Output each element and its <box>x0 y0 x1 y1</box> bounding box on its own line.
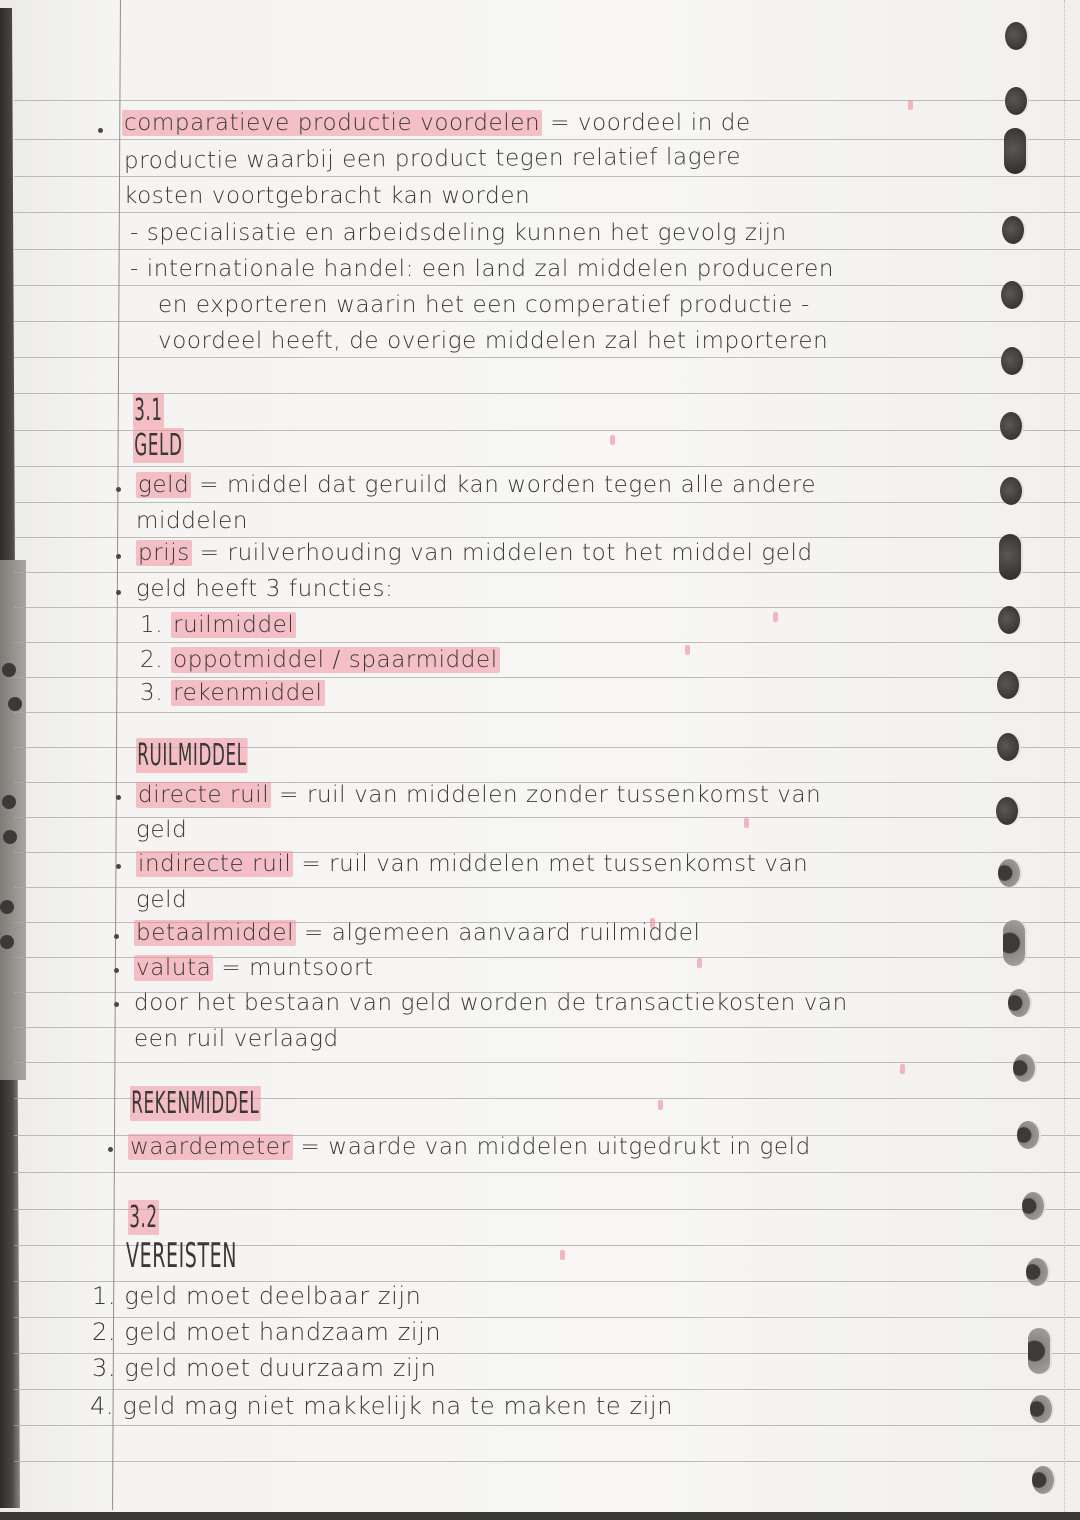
binder-hole <box>1004 128 1026 174</box>
binder-hole <box>1028 1328 1050 1374</box>
binder-ring-dot <box>3 830 17 844</box>
binder-hole <box>1032 1466 1054 1494</box>
bullet <box>114 1002 119 1007</box>
binder-ring-dot <box>2 663 16 677</box>
bullet <box>116 487 121 492</box>
definition-directe-ruil: directe ruil = ruil van middelen zonder tussenkomst van <box>138 782 822 808</box>
binder-hole <box>1026 1258 1048 1286</box>
intro-sub-item: en exporteren waarin het een comperatief productie - <box>158 292 810 318</box>
binder-hole <box>1001 281 1023 309</box>
highlighter-mark <box>610 435 615 445</box>
highlighter-mark <box>697 958 702 968</box>
requirement-item: 4. geld mag niet makkelijk na te maken te zijn <box>90 1392 674 1420</box>
highlighter-mark <box>560 1250 565 1260</box>
highlighter-mark <box>900 1064 905 1074</box>
highlighter-mark <box>658 1100 663 1110</box>
intro-sub-item: - internationale handel: een land zal middelen produceren <box>130 256 834 282</box>
binder-hole <box>997 671 1019 699</box>
bullet <box>114 934 119 939</box>
section-number: 3.2 <box>129 1200 158 1235</box>
requirement-item: 3. geld moet duurzaam zijn <box>92 1354 437 1382</box>
definition-indirecte-ruil: indirecte ruil = ruil van middelen met tussenkomst van <box>138 851 809 877</box>
bullet <box>116 554 121 559</box>
binder-hole <box>1000 477 1022 505</box>
requirement-item: 1. geld moet deelbaar zijn <box>92 1282 422 1310</box>
definition-continuation: middelen <box>136 508 249 534</box>
binder-hole <box>1000 412 1022 440</box>
section-title: VEREISTEN <box>126 1236 238 1276</box>
binder-hole <box>998 606 1020 634</box>
definition-continuation: geld <box>136 887 188 913</box>
definition-betaalmiddel: betaalmiddel = algemeen aanvaard ruilmiddel <box>136 920 701 946</box>
definition-continuation: geld <box>136 817 188 843</box>
highlighter-mark <box>908 100 913 110</box>
function-item: 2. oppotmiddel / spaarmiddel <box>140 647 498 673</box>
bullet <box>116 864 121 869</box>
definition-valuta: valuta = muntsoort <box>136 955 374 981</box>
section-number: 3.1 <box>134 393 163 428</box>
definition-prijs: prijs = ruilverhouding van middelen tot het middel geld <box>138 540 813 566</box>
bullet <box>116 795 121 800</box>
binder-hole <box>1003 920 1025 966</box>
binder-hole <box>1002 216 1024 244</box>
highlighter-mark <box>773 612 778 622</box>
perforation-line <box>1064 0 1065 1520</box>
bullet <box>98 128 103 133</box>
binder-ring-dot <box>8 697 22 711</box>
binder-ring-dot <box>2 795 16 809</box>
highlighter-mark <box>744 818 749 828</box>
binder-edge-lower <box>0 560 26 1080</box>
binder-hole <box>1017 1121 1039 1149</box>
intro-sub-item: - specialisatie en arbeidsdeling kunnen het gevolg zijn <box>130 220 787 246</box>
intro-definition-line: comparatieve productie voordelen = voordeel in de <box>124 110 751 136</box>
intro-sub-item: voordeel heeft, de overige middelen zal het importeren <box>158 328 829 354</box>
intro-line: productie waarbij een product tegen relatief lagere <box>123 143 742 175</box>
bullet <box>114 968 119 973</box>
transactiekosten-note-continuation: een ruil verlaagd <box>134 1026 339 1052</box>
binder-hole <box>1005 87 1027 115</box>
binder-hole <box>999 534 1021 580</box>
binder-ring-dot <box>0 900 14 914</box>
binder-hole <box>997 733 1019 761</box>
binder-hole <box>1008 989 1030 1017</box>
requirement-item: 2. geld moet handzaam zijn <box>92 1318 442 1346</box>
binder-hole <box>1001 347 1023 375</box>
binder-hole <box>1030 1395 1052 1423</box>
bullet <box>116 590 121 595</box>
binder-hole <box>1013 1054 1035 1082</box>
binder-hole <box>1005 22 1027 50</box>
transactiekosten-note: door het bestaan van geld worden de transactiekosten van <box>134 990 848 1016</box>
binder-hole <box>998 859 1020 887</box>
function-item: 3. rekenmiddel <box>140 680 323 706</box>
binder-hole <box>996 797 1018 825</box>
intro-line: kosten voortgebracht kan worden <box>124 183 531 209</box>
binder-ring-dot <box>0 935 14 949</box>
subsection-title-rekenmiddel: REKENMIDDEL <box>131 1086 260 1121</box>
geld-functies-intro: geld heeft 3 functies: <box>136 576 394 602</box>
bullet <box>108 1147 113 1152</box>
bottom-edge <box>0 1512 1080 1520</box>
function-item: 1. ruilmiddel <box>140 612 295 638</box>
definition-geld: geld = middel dat geruild kan worden tegen alle andere <box>138 472 817 498</box>
highlighter-mark <box>685 645 690 655</box>
binder-hole <box>1022 1192 1044 1220</box>
section-title: GELD <box>134 428 183 463</box>
term-comparatieve-productievoordelen: comparatieve productie voordelen <box>124 110 541 136</box>
subsection-title-ruilmiddel: RUILMIDDEL <box>137 738 247 773</box>
definition-waardemeter: waardemeter = waarde van middelen uitgedrukt in geld <box>130 1134 811 1160</box>
